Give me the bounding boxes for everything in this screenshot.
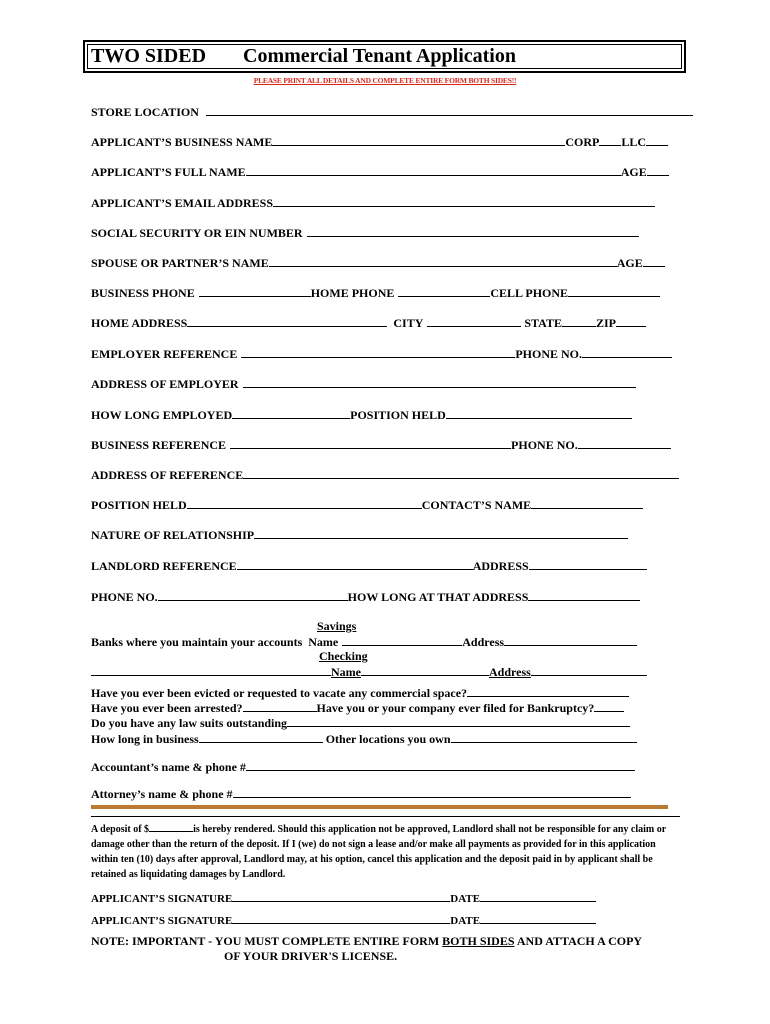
bankruptcy-label: Have you or your company ever filed for Bankruptcy? — [316, 701, 595, 715]
spouse-age-label: AGE — [616, 256, 643, 270]
spouse-label: SPOUSE OR PARTNER’S NAME — [91, 256, 269, 270]
bankruptcy-field[interactable] — [594, 700, 624, 712]
savings-name-field[interactable] — [342, 634, 462, 646]
email-field[interactable] — [273, 195, 655, 207]
employer-ref-label: EMPLOYER REFERENCE — [91, 347, 238, 361]
checking-name-label: Name — [331, 665, 361, 679]
business-phone-label: BUSINESS PHONE — [91, 286, 195, 300]
ssn-field[interactable] — [307, 225, 639, 237]
email-label: APPLICANT’S EMAIL ADDRESS — [91, 196, 274, 210]
zip-field[interactable] — [616, 315, 646, 327]
contact-name-label: CONTACT’S NAME — [421, 498, 532, 512]
bank-checking-row — [91, 664, 647, 679]
evicted-row — [91, 685, 629, 700]
business-phone-field[interactable] — [199, 285, 311, 297]
note-both-sides: BOTH SIDES — [442, 934, 515, 948]
note-part2: AND ATTACH A COPY — [514, 934, 643, 948]
state-field[interactable] — [562, 315, 596, 327]
state-label: STATE — [524, 316, 562, 330]
date2-label: DATE — [450, 915, 481, 927]
how-long-business-label: How long in business — [91, 732, 199, 746]
corp-field[interactable] — [599, 134, 621, 146]
age-label: AGE — [620, 165, 647, 179]
spouse-age-field[interactable] — [643, 255, 665, 267]
relationship-field[interactable] — [254, 527, 628, 539]
business-name-row — [91, 134, 668, 149]
business-ref-label: BUSINESS REFERENCE — [91, 438, 227, 452]
checking-label: Checking — [319, 649, 368, 663]
signature2-label: APPLICANT’S SIGNATURE — [91, 915, 233, 927]
landlord-ref-field[interactable] — [237, 558, 473, 570]
spouse-field[interactable] — [269, 255, 617, 267]
landlord-ref-label: LANDLORD REFERENCE — [91, 559, 237, 573]
llc-field[interactable] — [646, 134, 668, 146]
attorney-field[interactable] — [233, 786, 631, 798]
relationship-label: NATURE OF RELATIONSHIP — [91, 528, 255, 542]
employer-ref-row — [91, 346, 672, 361]
position-held-label: POSITION HELD — [350, 408, 446, 422]
landlord-ref-row — [91, 558, 647, 573]
landlord-address-label: ADDRESS — [472, 559, 529, 573]
landlord-address-field[interactable] — [529, 558, 647, 570]
savings-address-label: Address — [462, 635, 505, 649]
attorney-row — [91, 786, 631, 801]
business-ref-field[interactable] — [230, 437, 511, 449]
evicted-label: Have you ever been evicted or requested to vacate any commercial space? — [91, 686, 468, 700]
accountant-label: Accountant’s name & phone # — [91, 760, 246, 774]
lawsuits-field[interactable] — [287, 715, 630, 727]
deposit-prefix: A deposit of $ — [91, 824, 150, 835]
employer-phone-label: PHONE NO. — [515, 347, 583, 361]
accountant-field[interactable] — [246, 759, 635, 771]
deposit-text: is hereby rendered. Should this application not be approved, Landlord shall not be responsible for any claim or damage other than the return of the deposit. If I (we) do not sign a lease and/or make all payments as provided for in this application within ten (10) days after approval, Landlord may, at his option, cancel this application and the deposit paid in by applicant shall be retained as liquidating damages by Landlord. — [91, 824, 667, 880]
business-ref-phone-field[interactable] — [578, 437, 671, 449]
landlord-phone-row — [91, 589, 640, 604]
employer-phone-field[interactable] — [582, 346, 672, 358]
checking-address-field[interactable] — [531, 664, 647, 676]
bank-savings-row — [91, 634, 637, 649]
checking-bank-field[interactable] — [91, 664, 331, 676]
ref-position-field[interactable] — [187, 497, 422, 509]
zip-label: ZIP — [595, 316, 616, 330]
spouse-row — [91, 255, 665, 270]
corp-label: CORP — [565, 135, 600, 149]
landlord-phone-field[interactable] — [158, 589, 348, 601]
date2-field[interactable] — [480, 912, 596, 924]
home-phone-field[interactable] — [398, 285, 490, 297]
business-name-field[interactable] — [272, 134, 565, 146]
contact-name-field[interactable] — [531, 497, 643, 509]
employer-address-field[interactable] — [243, 376, 636, 388]
email-row — [91, 195, 655, 210]
signature1-label: APPLICANT’S SIGNATURE — [91, 893, 233, 905]
ssn-row — [91, 225, 639, 240]
phones-row — [91, 285, 660, 300]
business-ref-phone-label: PHONE NO. — [511, 438, 578, 452]
store-location-field[interactable] — [206, 104, 693, 116]
lawsuits-row — [91, 715, 630, 730]
home-address-label: HOME ADDRESS — [91, 316, 188, 330]
position-held-field[interactable] — [446, 407, 632, 419]
how-long-address-label: HOW LONG AT THAT ADDRESS — [347, 590, 529, 604]
checking-name-field[interactable] — [361, 664, 489, 676]
home-phone-label: HOME PHONE — [310, 286, 395, 300]
city-field[interactable] — [427, 315, 521, 327]
divider-line — [91, 816, 680, 817]
checking-address-label: Address — [489, 665, 531, 679]
banks-label: Banks where you maintain your accounts — [91, 635, 303, 649]
evicted-field[interactable] — [467, 685, 629, 697]
savings-name-label: Name — [308, 635, 339, 649]
other-locations-field[interactable] — [451, 731, 637, 743]
relationship-row — [91, 527, 628, 542]
note-line2: OF YOUR DRIVER'S LICENSE. — [224, 949, 398, 963]
ssn-label: SOCIAL SECURITY OR EIN NUMBER — [91, 226, 303, 240]
employer-address-row — [91, 376, 636, 391]
important-note — [91, 934, 691, 964]
employer-ref-field[interactable] — [241, 346, 515, 358]
deposit-paragraph — [91, 822, 683, 882]
arrested-label: Have you ever been arrested? — [91, 701, 243, 715]
position-contact-row — [91, 497, 643, 512]
arrested-field[interactable] — [243, 700, 317, 712]
store-location-row — [91, 104, 693, 119]
how-long-employed-label: HOW LONG EMPLOYED — [91, 408, 233, 422]
cell-phone-label: CELL PHONE — [490, 286, 569, 300]
instructions-subtitle: PLEASE PRINT ALL DETAILS AND COMPLETE ENTIRE FORM BOTH SIDES!! — [253, 76, 517, 85]
divider-brown — [91, 805, 668, 809]
full-name-label: APPLICANT’S FULL NAME — [91, 165, 246, 179]
ref-address-field[interactable] — [243, 467, 679, 479]
page-title: Commercial Tenant Application — [243, 45, 516, 67]
signature1-field[interactable] — [232, 890, 450, 902]
llc-label: LLC — [621, 135, 647, 149]
savings-label: Savings — [317, 619, 357, 633]
ref-position-label: POSITION HELD — [91, 498, 187, 512]
lawsuits-label: Do you have any law suits outstanding — [91, 716, 288, 730]
store-location-label: STORE LOCATION — [91, 105, 199, 119]
header-box — [83, 40, 686, 73]
business-name-label: APPLICANT’S BUSINESS NAME — [91, 135, 273, 149]
home-address-field[interactable] — [187, 315, 387, 327]
full-name-field[interactable] — [246, 164, 621, 176]
cell-phone-field[interactable] — [568, 285, 660, 297]
note-part1: NOTE: IMPORTANT - YOU MUST COMPLETE ENTIRE FORM — [91, 934, 443, 948]
attorney-label: Attorney’s name & phone # — [91, 787, 233, 801]
date1-label: DATE — [450, 893, 481, 905]
signature-row-2 — [91, 912, 596, 928]
savings-address-field[interactable] — [504, 634, 637, 646]
city-label: CITY — [393, 316, 424, 330]
business-ref-row — [91, 437, 671, 452]
employment-row — [91, 407, 632, 422]
arrested-row — [91, 700, 624, 715]
home-address-row — [91, 315, 646, 330]
signature2-field[interactable] — [232, 912, 450, 924]
accountant-row — [91, 759, 635, 774]
ref-address-row — [91, 467, 679, 482]
two-sided-label: TWO SIDED — [91, 45, 207, 67]
other-locations-label: Other locations you own — [325, 732, 451, 746]
how-long-employed-field[interactable] — [232, 407, 350, 419]
landlord-phone-label: PHONE NO. — [91, 590, 158, 604]
age-field[interactable] — [647, 164, 669, 176]
date1-field[interactable] — [480, 890, 596, 902]
deposit-amount-field[interactable] — [149, 822, 193, 832]
full-name-row — [91, 164, 669, 179]
how-long-address-field[interactable] — [528, 589, 640, 601]
employer-address-label: ADDRESS OF EMPLOYER — [91, 377, 239, 391]
business-duration-row — [91, 731, 637, 746]
ref-address-label: ADDRESS OF REFERENCE — [91, 468, 244, 482]
signature-row-1 — [91, 890, 596, 906]
how-long-business-field[interactable] — [199, 731, 323, 743]
